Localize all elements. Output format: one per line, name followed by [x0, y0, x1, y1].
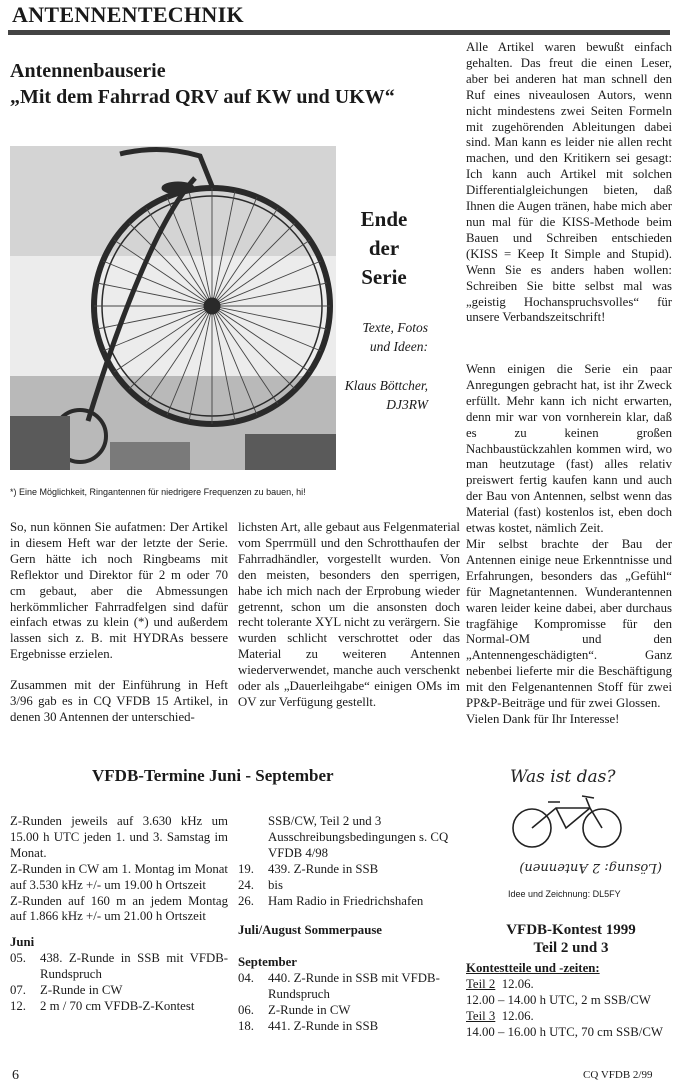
september-label: September	[238, 955, 297, 970]
sketch-answer: (Lösung: 2 Antennen)	[519, 860, 662, 875]
juni-label: Juni	[10, 935, 35, 950]
event-text: Z-Runde in CW	[268, 1003, 351, 1018]
paragraph: Mir selbst brachte der Bau der Antennen einige neue Erkenntnisse und Erfahrungen, besonders das „Gefühl“ für Magnetantennen. Wunderantennen waren leider keine dabei, aber durchaus tragfähige Kompromisse für den Normal-OM und den „Antennengeschädigten“. Ganz nebenbei lieferte mir die Beschäftigung mit den Felgenantennen Stoff für zwei PP&P-Beiträge und für zwei Glossen.	[466, 536, 672, 711]
teil3-label: Teil 3	[466, 1008, 496, 1023]
paragraph: lichsten Art, alle gebaut aus Felgenmaterial vom Sperrmüll und den Schrotthaufen der Fahrradhändler, vorgestellt wurden. Von den meisten, besonders den sperrigen, habe ich mich nach der Erprobung wieder getrennt, schon um die ansonsten doch recht tolerante XYL nicht zu verärgern. Sie wurden schlicht verschrottet oder das Material zu weiteren Antennen wiederverwendet, manche auch verschenkt oder als „Dauerleihgabe“ einigen OMs im OV zur Verfügung gestellt.	[238, 520, 460, 709]
paragraph: Wenn einigen die Serie ein paar Anregungen gebracht hat, ist ihr Zweck erfüllt. Mehr kann ich nicht erwarten, denn mir war von vornherein klar, daß es zu keinen großen Nachbaustückzahlen kommen wird, wo man heutzutage (fast) alles relativ preiswert fertig kaufen kann und auch der Bau von Antennen, selbst wenn das Material (fast) kostenlos ist, eben doch etwas kostet, nämlich Zeit.	[466, 362, 672, 536]
list-item	[238, 878, 460, 894]
list-item	[466, 977, 676, 993]
publication-label: CQ VFDB 2/99	[583, 1069, 653, 1081]
footnote: *) Eine Möglichkeit, Ringantennen für niedrigere Frequenzen zu bauen, hi!	[10, 487, 306, 497]
body-column-3-bottom	[466, 362, 672, 728]
event-day: 18.	[238, 1018, 254, 1033]
event-day: 12.	[10, 998, 26, 1013]
section-title: ANTENNENTECHNIK	[12, 2, 244, 27]
teil2-date: 12.06.	[501, 976, 534, 991]
list-item	[238, 894, 460, 910]
author-credit	[338, 376, 428, 414]
event-day: 05.	[10, 951, 26, 966]
event-day: 19.	[238, 861, 254, 876]
event-text: 441. Z-Runde in SSB	[268, 1018, 379, 1033]
end-word-3: Serie	[361, 265, 407, 289]
bicycle-drawing	[486, 746, 676, 882]
kontest-title-line2: Teil 2 und 3	[533, 940, 609, 956]
credit-line-2: und Ideen:	[369, 339, 428, 354]
list-item	[238, 1019, 460, 1035]
list-item	[238, 1003, 460, 1019]
sketch-question: Was ist das?	[510, 767, 616, 787]
event-text: Z-Runde in CW	[40, 983, 123, 998]
event-text: bis	[268, 877, 283, 892]
intro-line: Z-Runden auf 160 m an jedem Montag auf 1.866 kHz +/- um 21.00 h Ortszeit	[10, 893, 228, 924]
event-day: 26.	[238, 893, 254, 908]
paragraph: Vielen Dank für Ihr Interesse!	[466, 711, 620, 726]
summer-break-label: Juli/August Sommerpause	[238, 923, 382, 938]
event-text: SSB/CW, Teil 2 und 3 Ausschreibungsbedingungen s. CQ VFDB 4/98	[268, 814, 449, 860]
event-day	[238, 814, 268, 862]
kontest-title-line1: VFDB-Kontest 1999	[506, 922, 636, 938]
event-text: 439. Z-Runde in SSB	[268, 861, 379, 876]
event-day: 06.	[238, 1003, 254, 1018]
list-item	[238, 862, 460, 878]
bicycle-sketch	[486, 746, 676, 882]
list-item	[10, 999, 228, 1015]
list-item	[238, 971, 460, 1003]
list-item	[466, 1009, 676, 1025]
event-day: 24.	[238, 877, 254, 892]
credit-label	[338, 318, 428, 356]
end-word-1: Ende	[360, 207, 408, 231]
event-text: Ham Radio in Friedrichshafen	[268, 893, 424, 908]
paragraph: Alle Artikel waren bewußt einfach gehalten. Das freut die einen Leser, aber bei anderen hat man schnell den Ruf eines niveaulosen Autors, wenn nicht mindestens zwei Seiten Formeln mit zugehörenden Ableitungen dabei sind. Man kann es leider nie allen recht machen, und den Kritikern sei gesagt: Ich kann auch Artikel mit solchen Differentialgleichungen bieten, daß Ihnen die Augen tränen, habe mich aber nun mal für die KISS-Methode beim Bauen und Schreiben entschieden (KISS = Keep It Simple and Stupid). Wenn Sie es anders haben wollen: Schreiben Sie bitte selbst mal was „geistig Hochanspruchsvolles“ für unsere Verbandszeitschrift!	[466, 40, 672, 325]
termine-column-1	[10, 814, 228, 1015]
kontest-title	[466, 921, 676, 957]
author-callsign: DJ3RW	[386, 397, 428, 412]
body-column-2	[238, 520, 460, 711]
event-text: 2 m / 70 cm VFDB-Z-Kontest	[40, 998, 195, 1013]
article-title-line2: „Mit dem Fahrrad QRV auf KW und UKW“	[10, 86, 395, 108]
teil3-date: 12.06.	[501, 1008, 534, 1023]
kontest-details	[466, 961, 676, 1041]
paragraph: So, nun können Sie aufatmen: Der Artikel in diesem Heft war der letzte der Serie. Gern hätte ich noch Ringbeams mit Reflektor und Direktor für 2 m oder 70 cm gebaut, aber die Abmessungen herkömmlicher Fahrradfelgen sind dafür einfach etwas zu klein (*) und außerdem lassen sich z. B. mit HYDRAs bessere Ergebnisse erzielen.	[10, 520, 228, 662]
article-title-line1: Antennenbauserie	[10, 60, 166, 82]
sketch-caption: Idee und Zeichnung: DL5FY	[508, 889, 621, 899]
credit-line-1: Texte, Fotos	[362, 320, 428, 335]
author-name: Klaus Böttcher,	[344, 378, 428, 393]
event-day: 07.	[10, 983, 26, 998]
termine-column-2	[238, 814, 460, 1035]
teil2-label: Teil 2	[466, 976, 496, 991]
event-text: 438. Z-Runde in SSB mit VFDB-Rundspruch	[40, 951, 228, 982]
body-column-3-top	[466, 40, 672, 326]
body-column-1	[10, 520, 228, 726]
event-text: 440. Z-Runde in SSB mit VFDB-Rundspruch	[268, 971, 440, 1002]
intro-line: Z-Runden jeweils auf 3.630 kHz um 15.00 h UTC jeden 1. und 3. Samstag im Monat.	[10, 814, 228, 860]
list-item	[10, 951, 228, 983]
penny-farthing-photo	[10, 146, 336, 470]
event-day: 04.	[238, 971, 254, 986]
page-number: 6	[12, 1068, 19, 1083]
kontest-subtitle: Kontestteile und -zeiten:	[466, 961, 600, 975]
penny-farthing-illustration	[10, 146, 336, 470]
end-word-2: der	[368, 236, 400, 260]
teil3-time: 14.00 – 16.00 h UTC, 70 cm SSB/CW	[466, 1024, 663, 1039]
list-item	[10, 983, 228, 999]
termine-title: VFDB-Termine Juni - September	[92, 766, 334, 785]
teil2-time: 12.00 – 14.00 h UTC, 2 m SSB/CW	[466, 992, 651, 1007]
end-of-series-label	[345, 205, 423, 292]
intro-line: Z-Runden in CW am 1. Montag im Monat auf 3.530 kHz +/- um 19.00 h Ortszeit	[10, 861, 228, 892]
paragraph: Zusammen mit der Einführung in Heft 3/96 gab es in CQ VFDB 15 Artikel, in denen 30 Antennen der unterschied-	[10, 678, 228, 724]
list-item	[238, 814, 460, 862]
